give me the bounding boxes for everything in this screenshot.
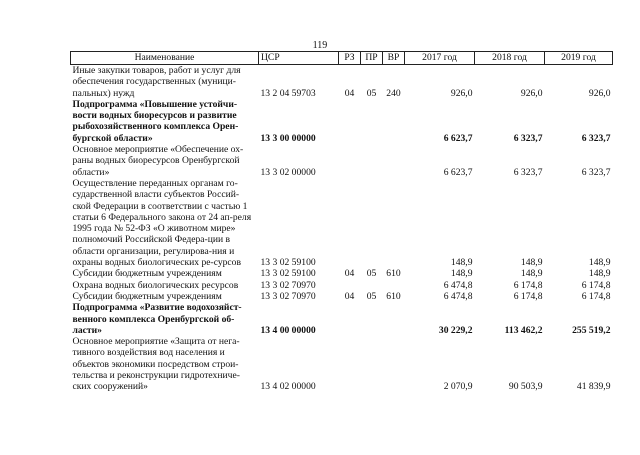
header-name: Наименование: [71, 52, 259, 65]
cell-rz: 04: [344, 268, 355, 280]
cell-csr: 13 4 02 00000: [260, 381, 316, 393]
cell-pr: 05: [366, 290, 377, 302]
table-row: [71, 268, 613, 279]
cell-csr: 13 3 02 59100: [260, 268, 316, 280]
cell-pr: [361, 336, 383, 392]
cell-y2019: 148,9: [588, 257, 611, 269]
header-rz: РЗ: [339, 52, 361, 65]
cell-y2017: 926,0: [450, 87, 473, 99]
cell-y2019: 148,9: [588, 268, 611, 280]
cell-y2017: 6 474,8: [443, 279, 473, 291]
header-vr: ВР: [383, 52, 405, 65]
cell-y2018: 926,0: [520, 87, 543, 99]
cell-y2017: 148,9: [450, 257, 473, 269]
cell-vr: 610: [386, 290, 401, 302]
cell-y2019: 6 174,8: [581, 279, 611, 291]
cell-rz: [339, 144, 361, 178]
table-row: [71, 302, 613, 336]
cell-y2017: 148,9: [450, 268, 473, 280]
header-2018: 2018 год: [475, 52, 545, 65]
table-row: [71, 336, 613, 392]
cell-y2019: 6 174,8: [581, 290, 611, 302]
cell-y2018: 6 174,8: [513, 290, 543, 302]
cell-pr: [361, 178, 383, 268]
cell-y2019: 926,0: [588, 87, 611, 99]
table-row: [71, 178, 613, 268]
cell-y2018: 148,9: [520, 268, 543, 280]
table-header-row: [71, 52, 613, 65]
cell-rz: [339, 336, 361, 392]
cell-rz: 04: [344, 290, 355, 302]
table-row: [71, 291, 613, 302]
cell-csr: 13 3 02 70970: [260, 290, 316, 302]
cell-pr: [361, 99, 383, 144]
cell-name: Подпрограмма «Повышение устойчи-вости водных биоресурсов и развитие рыбохозяйственного комплекса Орен-бургской области»: [72, 98, 239, 144]
table-row: [71, 65, 613, 99]
cell-name: Основное мероприятие «Защита от нега-тивного воздействия вод населения и объектов экономики посредством строи-тельства и реконструкции гидротехниче-ских сооружений»: [72, 336, 240, 393]
cell-y2018: 113 462,2: [504, 324, 543, 336]
cell-vr: 240: [386, 87, 401, 99]
cell-y2018: 6 323,7: [513, 166, 543, 178]
cell-y2019: 41 839,9: [576, 381, 611, 393]
cell-y2017: 6 623,7: [443, 132, 473, 144]
cell-y2017: 6 623,7: [443, 166, 473, 178]
cell-y2018: 6 323,7: [513, 132, 543, 144]
cell-y2019: 255 519,2: [572, 324, 611, 336]
cell-rz: [339, 302, 361, 336]
cell-name: Осуществление переданных органам го-сударственной власти субъектов Россий-ской Федерации в соответствии с частью 1 статьи 6 Федерального закона от 24 ап-реля 1995 года № 52-ФЗ «О животном мире» полномочий Российской Федера-ции в области организации, регулирова-ния и охраны водных биологических ре-сурсов: [72, 177, 252, 269]
cell-vr: [383, 99, 405, 144]
cell-vr: 610: [386, 268, 401, 280]
budget-table: [70, 51, 613, 393]
cell-csr: 13 3 02 59100: [260, 257, 316, 269]
cell-name: Охрана водных биологических ресурсов: [72, 279, 239, 291]
cell-rz: 04: [344, 87, 355, 99]
cell-vr: [383, 280, 405, 291]
cell-pr: [361, 280, 383, 291]
cell-vr: [383, 144, 405, 178]
cell-rz: [339, 178, 361, 268]
cell-csr: 13 3 02 00000: [260, 166, 316, 178]
header-csr: ЦСР: [259, 52, 339, 65]
cell-y2017: 2 070,9: [443, 381, 473, 393]
cell-pr: [361, 144, 383, 178]
cell-rz: [339, 99, 361, 144]
cell-pr: 05: [366, 268, 377, 280]
table-body: [71, 65, 613, 393]
cell-csr: 13 3 02 70970: [260, 279, 316, 291]
cell-rz: [339, 280, 361, 291]
table-row: [71, 144, 613, 178]
page-number: 119: [312, 40, 328, 51]
cell-csr: 13 4 00 00000: [260, 324, 316, 336]
cell-y2018: 148,9: [520, 257, 543, 269]
cell-y2019: 6 323,7: [581, 166, 611, 178]
cell-vr: [383, 178, 405, 268]
cell-y2018: 6 174,8: [513, 279, 543, 291]
header-2019: 2019 год: [545, 52, 613, 65]
table-row: [71, 99, 613, 144]
cell-name: Иные закупки товаров, работ и услуг для обеспечения государственных (муници-пальных) нужд: [72, 65, 241, 99]
table-row: [71, 280, 613, 291]
cell-name: Подпрограмма «Развитие водохозяйст-венного комплекса Оренбургской об-ласти»: [72, 302, 242, 336]
cell-csr: 13 3 00 00000: [260, 132, 316, 144]
header-pr: ПР: [361, 52, 383, 65]
cell-name: Основное мероприятие «Обеспечение ох-раны водных биоресурсов Оренбургской области»: [72, 144, 244, 178]
cell-y2018: 90 503,9: [508, 381, 543, 393]
cell-name: Субсидии бюджетным учреждениям: [72, 268, 222, 280]
cell-y2017: 6 474,8: [443, 290, 473, 302]
cell-pr: 05: [366, 87, 377, 99]
cell-csr: 13 2 04 59703: [260, 87, 316, 99]
cell-y2017: 30 229,2: [438, 324, 473, 336]
cell-y2019: 6 323,7: [581, 132, 611, 144]
cell-pr: [361, 302, 383, 336]
header-2017: 2017 год: [405, 52, 475, 65]
cell-vr: [383, 302, 405, 336]
cell-name: Субсидии бюджетным учреждениям: [72, 290, 222, 302]
cell-vr: [383, 336, 405, 392]
